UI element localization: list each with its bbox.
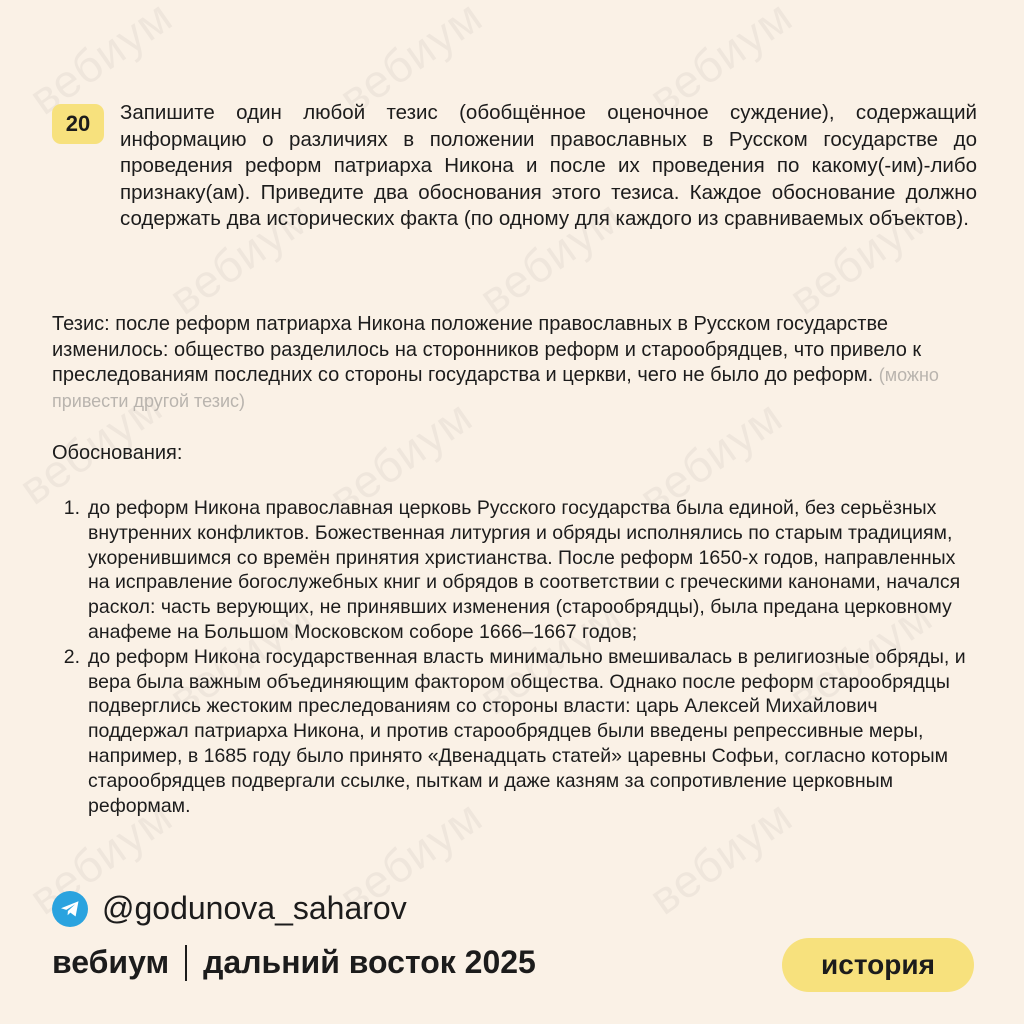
brand-separator <box>185 945 187 981</box>
reasons-title: Обоснования: <box>52 442 183 464</box>
reasons-list <box>52 496 982 818</box>
task-text: Запишите один любой тезис (обобщённое оценочное суждение), содержащий информацию о различиях в положении православных в Русском государстве до проведения реформ патриарха Никона и после их проведения по какому(-им)-либо признаку(ам). Приведите два обоснования этого тезиса. Каждое обоснование должно содержать два исторических факта (по одному для каждого из сравниваемых объектов). <box>120 101 977 230</box>
list-item <box>52 496 982 645</box>
task-block <box>52 100 977 233</box>
list-item-number: 2. <box>63 645 80 668</box>
brand-event: дальний восток 2025 <box>203 944 536 980</box>
thesis-hint: (можно привести другой тезис) <box>52 365 939 411</box>
list-item-number: 1. <box>63 497 80 519</box>
brand-name: вебиум <box>52 944 170 980</box>
thesis-text: Тезис: после реформ патриарха Никона положение православных в Русском государстве изменилось: общество разделилось на сторонников реформ и старообрядцев, что привело к преследованиям последних со стороны государства и церкви, чего не было до реформ. <box>52 313 922 386</box>
list-item <box>52 645 982 819</box>
thesis-paragraph <box>52 312 982 414</box>
subject-badge: история <box>782 938 974 992</box>
telegram-icon <box>52 891 88 927</box>
telegram-handle: @godunova_saharov <box>102 890 407 926</box>
list-item-text: до реформ Никона православная церковь Русского государства была единой, без серьёзных внутренних конфликтов. Божественная литургия и обряды исполнялись по старым традициям, укоренившимся со времён принятия христианства. После реформ 1650-х годов, направленных на исправление богослужебных книг и обрядов в соответствии с греческими канонами, начался раскол: часть верующих, не принявших изменения (старообрядцы), была предана церковному анафеме на Большом Московском соборе 1666–1667 годов; <box>88 497 961 643</box>
telegram-link[interactable] <box>52 890 407 927</box>
brand-line <box>52 944 536 981</box>
task-number-badge: 20 <box>52 104 104 144</box>
list-item-text: до реформ Никона государственная власть минимально вмешивалась в религиозные обряды, и вера была важным объединяющим фактором общества. Однако после реформ старообрядцы подверглись жестоким преследованиям со стороны власти: царь Алексей Михайлович поддержал патриарха Никона, и против старообрядцев были введены репрессивные меры, например, в 1685 году было принято «Двенадцать статей» царевны Софьи, согласно которым старообрядцев подвергали ссылке, пыткам и даже казням за сопротивление церковным реформам. <box>88 645 966 817</box>
